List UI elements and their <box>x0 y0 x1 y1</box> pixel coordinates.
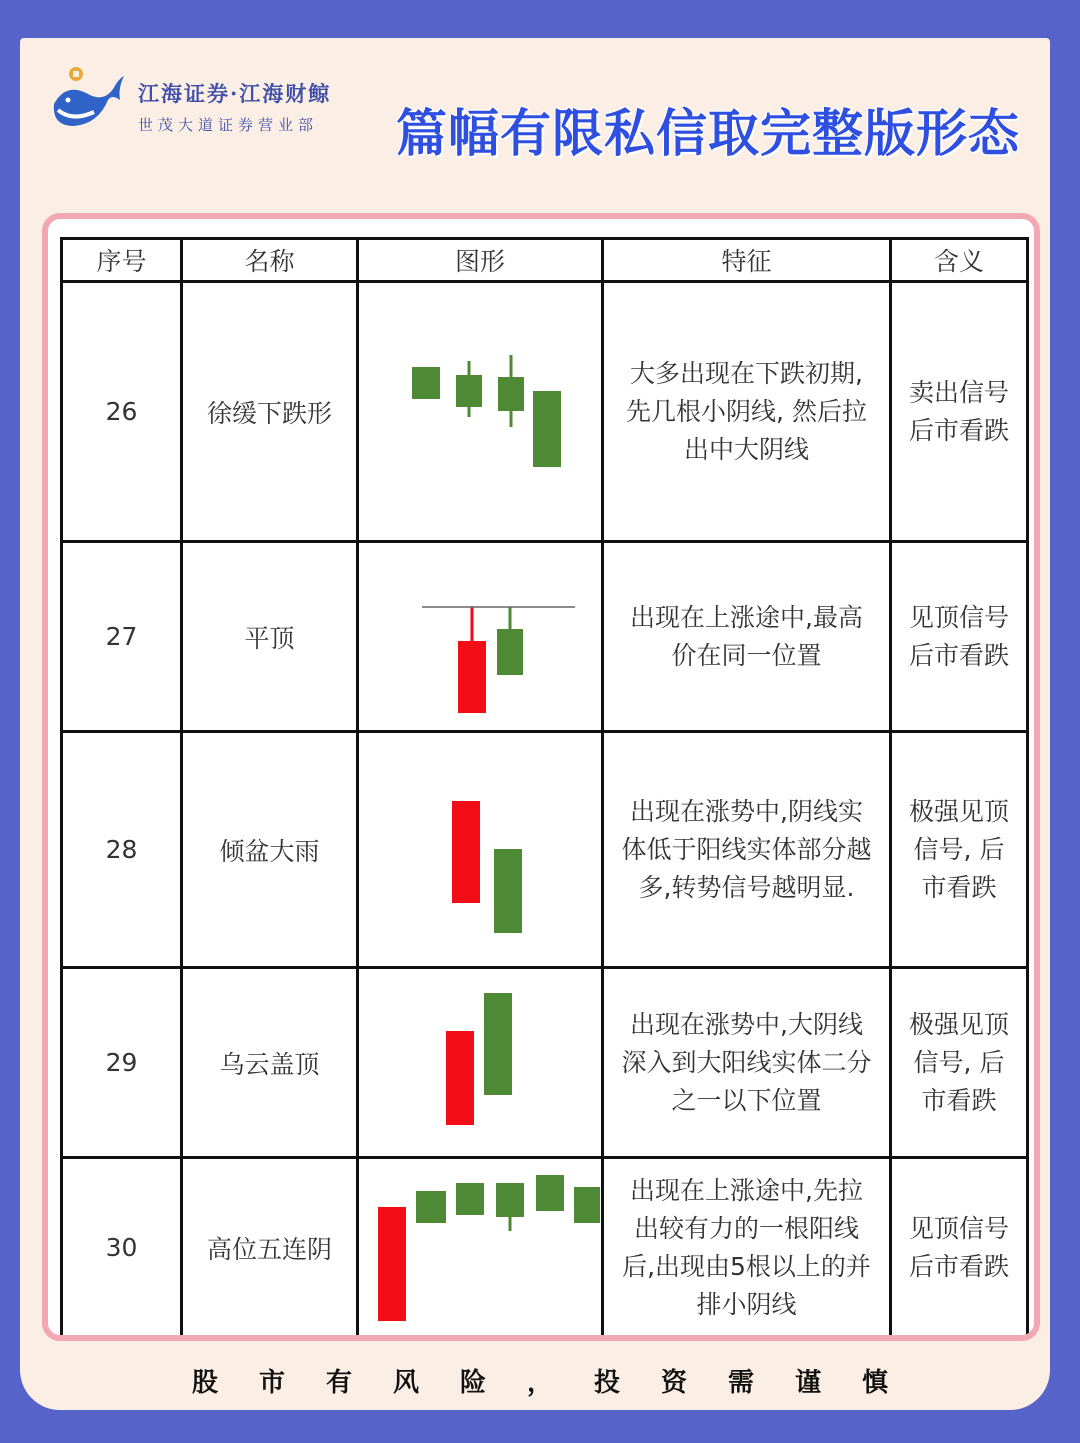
candlestick-figure-downpour <box>360 735 600 965</box>
page-headline: 篇幅有限私信取完整版形态 <box>396 105 1021 164</box>
brand-block <box>138 78 331 135</box>
pattern-meaning <box>891 732 1028 968</box>
feature-line: 排小阴线 <box>696 1289 797 1319</box>
meaning-line: 后市看跌 <box>908 415 1009 445</box>
candlestick-figure-slow-decline <box>360 285 600 539</box>
meaning-line: 后市看跌 <box>908 640 1009 670</box>
pattern-meaning <box>891 542 1028 732</box>
bearish-candle <box>412 367 440 399</box>
risk-disclaimer <box>0 1362 1080 1399</box>
row-number: 29 <box>62 968 182 1158</box>
header-meaning: 含义 <box>891 239 1028 282</box>
brand-name: 江海证券·江海财鲸 <box>138 81 332 106</box>
bearish-candle <box>416 1191 446 1223</box>
bearish-candle <box>536 1175 564 1211</box>
header-number: 序号 <box>62 239 182 282</box>
candlestick-figure-dark-cloud-cover <box>360 971 600 1155</box>
feature-line: 深入到大阳线实体二分 <box>621 1047 872 1077</box>
feature-line: 大多出现在下跌初期, <box>630 358 863 388</box>
disclaimer-char: 慎 <box>861 1368 888 1398</box>
bearish-candle <box>533 391 561 467</box>
meaning-line: 极强见顶 <box>908 796 1009 826</box>
meaning-line: 信号, 后 <box>913 834 1005 864</box>
bullish-candle <box>458 641 486 713</box>
pattern-figure-cell <box>358 282 603 542</box>
feature-line: 后,出现由5根以上的并 <box>622 1251 871 1281</box>
meaning-line: 后市看跌 <box>908 1251 1009 1281</box>
pattern-name: 倾盆大雨 <box>182 732 358 968</box>
feature-line: 先几根小阴线, 然后拉 <box>626 396 867 426</box>
disclaimer-char: 风 <box>392 1368 419 1398</box>
feature-line: 体低于阳线实体部分越 <box>621 834 872 864</box>
bearish-candle <box>498 377 524 411</box>
feature-line: 之一以下位置 <box>671 1085 822 1115</box>
disclaimer-char: 投 <box>593 1368 620 1398</box>
table-row <box>62 542 1028 732</box>
disclaimer-char: 市 <box>258 1368 285 1398</box>
bearish-candle <box>484 993 512 1095</box>
feature-line: 出现在上涨途中,最高 <box>630 602 863 632</box>
meaning-line: 信号, 后 <box>913 1047 1005 1077</box>
feature-line: 价在同一位置 <box>671 640 822 670</box>
pattern-name: 平顶 <box>182 542 358 732</box>
disclaimer-char: 险 <box>459 1368 486 1398</box>
table-header-row <box>62 239 1028 282</box>
bearish-candle <box>496 1183 524 1217</box>
disclaimer-char: 资 <box>660 1368 687 1398</box>
meaning-line: 卖出信号 <box>908 377 1009 407</box>
bearish-candle <box>497 629 523 675</box>
pattern-name: 乌云盖顶 <box>182 968 358 1158</box>
bearish-candle <box>494 849 522 933</box>
table-row <box>62 732 1028 968</box>
pattern-feature <box>603 282 891 542</box>
feature-line: 出较有力的一根阳线 <box>633 1213 859 1243</box>
whale-logo-icon <box>46 64 126 134</box>
meaning-line: 见顶信号 <box>908 602 1009 632</box>
pattern-meaning <box>891 282 1028 542</box>
disclaimer-char: 谨 <box>794 1368 821 1398</box>
header-feature: 特征 <box>603 239 891 282</box>
pattern-feature <box>603 1158 891 1338</box>
pattern-figure-cell <box>358 1158 603 1338</box>
row-number: 27 <box>62 542 182 732</box>
candlestick-figure-flat-top <box>360 545 600 729</box>
disclaimer-char: ， <box>526 1368 553 1398</box>
table-frame <box>42 213 1040 1341</box>
disclaimer-char: 股 <box>191 1368 218 1398</box>
brand-branch: 世茂大道证券营业部 <box>138 116 319 134</box>
pattern-figure-cell <box>358 542 603 732</box>
pattern-figure-cell <box>358 968 603 1158</box>
pattern-feature <box>603 732 891 968</box>
header-name: 名称 <box>182 239 358 282</box>
bearish-candle <box>456 1183 484 1215</box>
feature-line: 多,转势信号越明显. <box>638 872 855 902</box>
pattern-feature <box>603 542 891 732</box>
table-row <box>62 968 1028 1158</box>
pattern-figure-cell <box>358 732 603 968</box>
feature-line: 出中大阴线 <box>683 434 809 464</box>
candlestick-figure-five-black-at-top <box>360 1161 600 1335</box>
meaning-line: 市看跌 <box>921 1085 997 1115</box>
bearish-candle <box>574 1187 600 1223</box>
meaning-line: 市看跌 <box>921 872 997 902</box>
feature-line: 出现在涨势中,大阴线 <box>630 1009 863 1039</box>
table-row <box>62 282 1028 542</box>
row-number: 30 <box>62 1158 182 1338</box>
bearish-candle <box>456 375 482 407</box>
pattern-name: 高位五连阴 <box>182 1158 358 1338</box>
meaning-line: 见顶信号 <box>908 1213 1009 1243</box>
header-figure: 图形 <box>358 239 603 282</box>
meaning-line: 极强见顶 <box>908 1009 1009 1039</box>
bullish-candle <box>378 1207 406 1321</box>
table-row <box>62 1158 1028 1338</box>
pattern-name: 徐缓下跌形 <box>182 282 358 542</box>
disclaimer-char: 有 <box>325 1368 352 1398</box>
pattern-feature <box>603 968 891 1158</box>
pattern-meaning <box>891 968 1028 1158</box>
disclaimer-char: 需 <box>727 1368 754 1398</box>
row-number: 28 <box>62 732 182 968</box>
row-number: 26 <box>62 282 182 542</box>
feature-line: 出现在涨势中,阴线实 <box>630 796 863 826</box>
bullish-candle <box>452 801 480 903</box>
feature-line: 出现在上涨途中,先拉 <box>630 1175 863 1205</box>
pattern-meaning <box>891 1158 1028 1338</box>
bullish-candle <box>446 1031 474 1125</box>
pattern-table <box>60 237 1029 1339</box>
